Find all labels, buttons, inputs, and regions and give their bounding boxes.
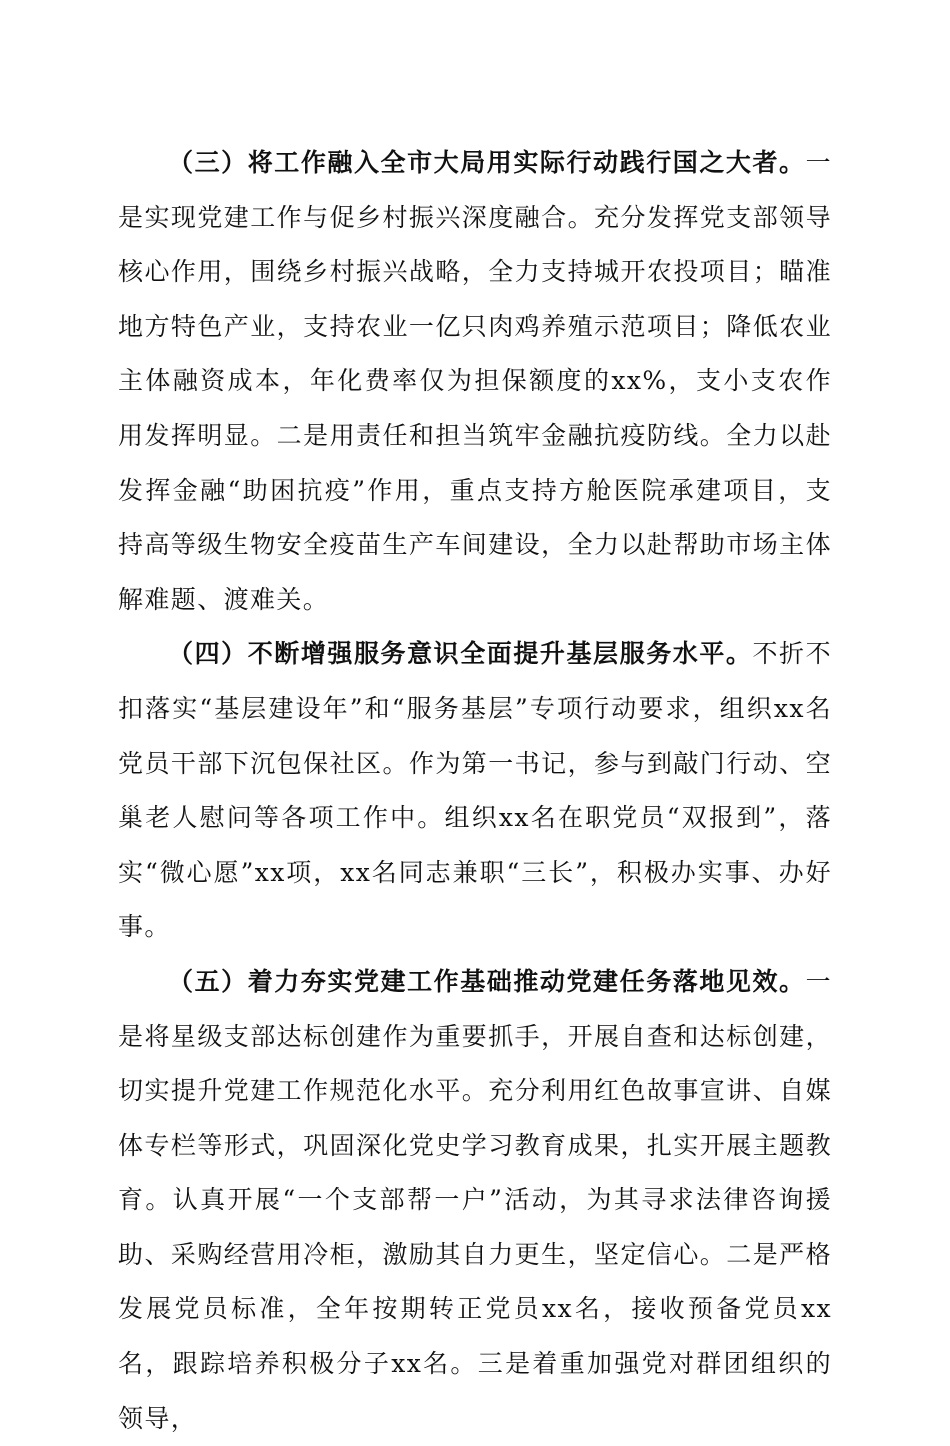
paragraph-three-heading: （三）将工作融入全市大局用实际行动践行国之大者。	[168, 148, 806, 177]
paragraph-five-body: 一是将星级支部达标创建作为重要抓手，开展自查和达标创建，切实提升党建工作规范化水平。充分利用红色故事宣讲、自媒体专栏等形式，巩固深化党史学习教育成果，扎实开展主题教育。认真开展“一个支部帮一户”活动，为其寻求法律咨询援助、采购经营用冷柜，激励其自力更生，坚定信心。二是严格发展党员标准，全年按期转正党员xx名，接收预备党员xx名，跟踪培养积极分子xx名。三是着重加强党对群团组织的领导，	[118, 966, 832, 1433]
paragraph-four	[118, 627, 832, 955]
paragraph-five	[118, 955, 832, 1446]
paragraph-three-body: 一是实现党建工作与促乡村振兴深度融合。充分发挥党支部领导核心作用，围绕乡村振兴战略，全力支持城开农投项目；瞄准地方特色产业，支持农业一亿只肉鸡养殖示范项目；降低农业主体融资成本，年化费率仅为担保额度的xx%，支小支农作用发挥明显。二是用责任和担当筑牢金融抗疫防线。全力以赴发挥金融“助困抗疫”作用，重点支持方舱医院承建项目，支持高等级生物安全疫苗生产车间建设，全力以赴帮助市场主体解难题、渡难关。	[118, 148, 832, 614]
paragraph-four-body: 不折不扣落实“基层建设年”和“服务基层”专项行动要求，组织xx名党员干部下沉包保社区。作为第一书记，参与到敲门行动、空巢老人慰问等各项工作中。组织xx名在职党员“双报到”，落实“微心愿”xx项，xx名同志兼职“三长”，积极办实事、办好事。	[118, 639, 833, 942]
document-page	[118, 136, 832, 1446]
paragraph-four-heading: （四）不断增强服务意识全面提升基层服务水平。	[168, 639, 753, 669]
paragraph-five-heading: （五）着力夯实党建工作基础推动党建任务落地见效。	[168, 966, 806, 996]
paragraph-three	[118, 136, 832, 627]
